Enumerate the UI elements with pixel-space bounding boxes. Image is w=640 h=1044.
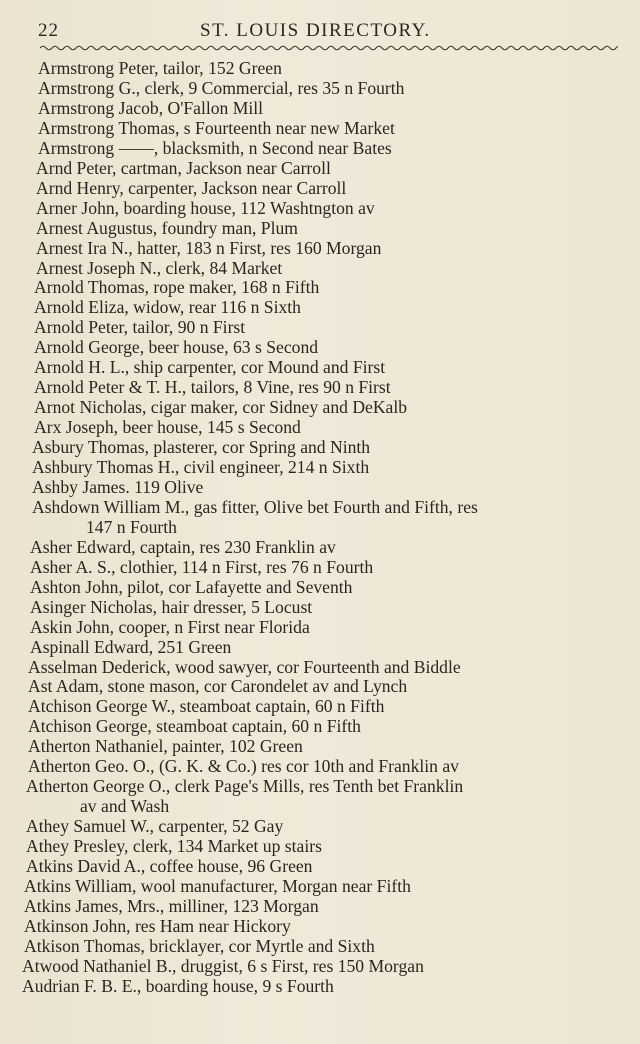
directory-entry: Arnest Augustus, foundry man, Plum: [36, 217, 298, 238]
directory-entry: Atkins David A., coffee house, 96 Green: [26, 856, 313, 876]
decorative-wavy-rule: [40, 44, 618, 52]
directory-entry: Arx Joseph, beer house, 145 s Second: [34, 417, 301, 438]
directory-entry: Armstrong Thomas, s Fourteenth near new Market: [38, 117, 395, 138]
directory-entry: Ashbury Thomas H., civil engineer, 214 n Sixth: [32, 457, 370, 477]
directory-entry: Atherton Nathaniel, painter, 102 Green: [28, 736, 303, 757]
directory-entry: Atkison Thomas, bricklayer, cor Myrtle and Sixth: [24, 935, 375, 956]
directory-entry-continuation: 147 n Fourth: [86, 516, 177, 537]
directory-entry: Audrian F. B. E., boarding house, 9 s Fourth: [22, 975, 334, 996]
directory-entry: Athey Samuel W., carpenter, 52 Gay: [26, 816, 284, 837]
directory-entry: Ast Adam, stone mason, cor Carondelet av and Lynch: [28, 676, 408, 697]
directory-entry: Ashby James. 119 Olive: [32, 476, 204, 497]
directory-entry: Arnold Peter & T. H., tailors, 8 Vine, res 90 n First: [34, 377, 391, 398]
directory-entry: Arnold Eliza, widow, rear 116 n Sixth: [34, 297, 301, 318]
page-header: [38, 20, 610, 46]
directory-entry: Ashdown William M., gas fitter, Olive bet Fourth and Fifth, res: [32, 496, 478, 517]
directory-entry: Atherton Geo. O., (G. K. & Co.) res cor 10th and Franklin av: [28, 756, 459, 777]
directory-entry: Arnold George, beer house, 63 s Second: [34, 337, 319, 358]
directory-entry: Asher A. S., clothier, 114 n First, res 76 n Fourth: [30, 556, 374, 577]
directory-entry: Atkins William, wool manufacturer, Morgan near Fifth: [24, 875, 411, 896]
directory-entry: Arnest Ira N., hatter, 183 n First, res 160 Morgan: [36, 237, 382, 258]
directory-entry: Atwood Nathaniel B., druggist, 6 s First, res 150 Morgan: [22, 955, 424, 976]
directory-entry: Atchison George, steamboat captain, 60 n Fifth: [28, 716, 361, 737]
directory-entry: Arnold Thomas, rope maker, 168 n Fifth: [34, 277, 320, 298]
directory-entry: Atchison George W., steamboat captain, 60 n Fifth: [28, 696, 385, 717]
directory-entry: Aspinall Edward, 251 Green: [30, 636, 232, 657]
directory-entry: Arner John, boarding house, 112 Washtngton av: [36, 197, 375, 218]
directory-entry: Asher Edward, captain, res 230 Franklin av: [30, 536, 336, 557]
directory-entry: Asselman Dederick, wood sawyer, cor Fourteenth and Biddle: [28, 656, 461, 677]
directory-entry: Armstrong Jacob, O'Fallon Mill: [38, 97, 264, 118]
directory-entry: Arnd Peter, cartman, Jackson near Carroll: [36, 157, 331, 178]
directory-entry: Armstrong ——, blacksmith, n Second near Bates: [38, 137, 392, 158]
directory-entry: Armstrong G., clerk, 9 Commercial, res 35 n Fourth: [38, 77, 405, 98]
directory-entry: Arnot Nicholas, cigar maker, cor Sidney and DeKalb: [34, 397, 408, 418]
directory-entry: Askin John, cooper, n First near Florida: [30, 616, 310, 637]
directory-entry: Asinger Nicholas, hair dresser, 5 Locust: [30, 596, 313, 617]
running-title: ST. LOUIS DIRECTORY.: [200, 20, 431, 41]
directory-entry: Arnest Joseph N., clerk, 84 Market: [36, 257, 283, 278]
directory-entry: Arnd Henry, carpenter, Jackson near Carroll: [36, 177, 347, 198]
directory-entry: Armstrong Peter, tailor, 152 Green: [38, 58, 282, 78]
directory-entry: Arnold Peter, tailor, 90 n First: [34, 317, 246, 338]
page-number: 22: [38, 20, 59, 41]
directory-entry-continuation: av and Wash: [80, 796, 170, 817]
directory-entry: Atkins James, Mrs., milliner, 123 Morgan: [24, 895, 319, 916]
directory-entry: Ashton John, pilot, cor Lafayette and Seventh: [30, 576, 353, 597]
directory-entry: Athey Presley, clerk, 134 Market up stairs: [26, 836, 322, 857]
directory-entry: Asbury Thomas, plasterer, cor Spring and Ninth: [32, 437, 371, 458]
directory-entry: Arnold H. L., ship carpenter, cor Mound and First: [34, 357, 386, 378]
directory-entry: Atkinson John, res Ham near Hickory: [24, 915, 291, 936]
directory-entry: Atherton George O., clerk Page's Mills, res Tenth bet Franklin: [26, 776, 464, 797]
